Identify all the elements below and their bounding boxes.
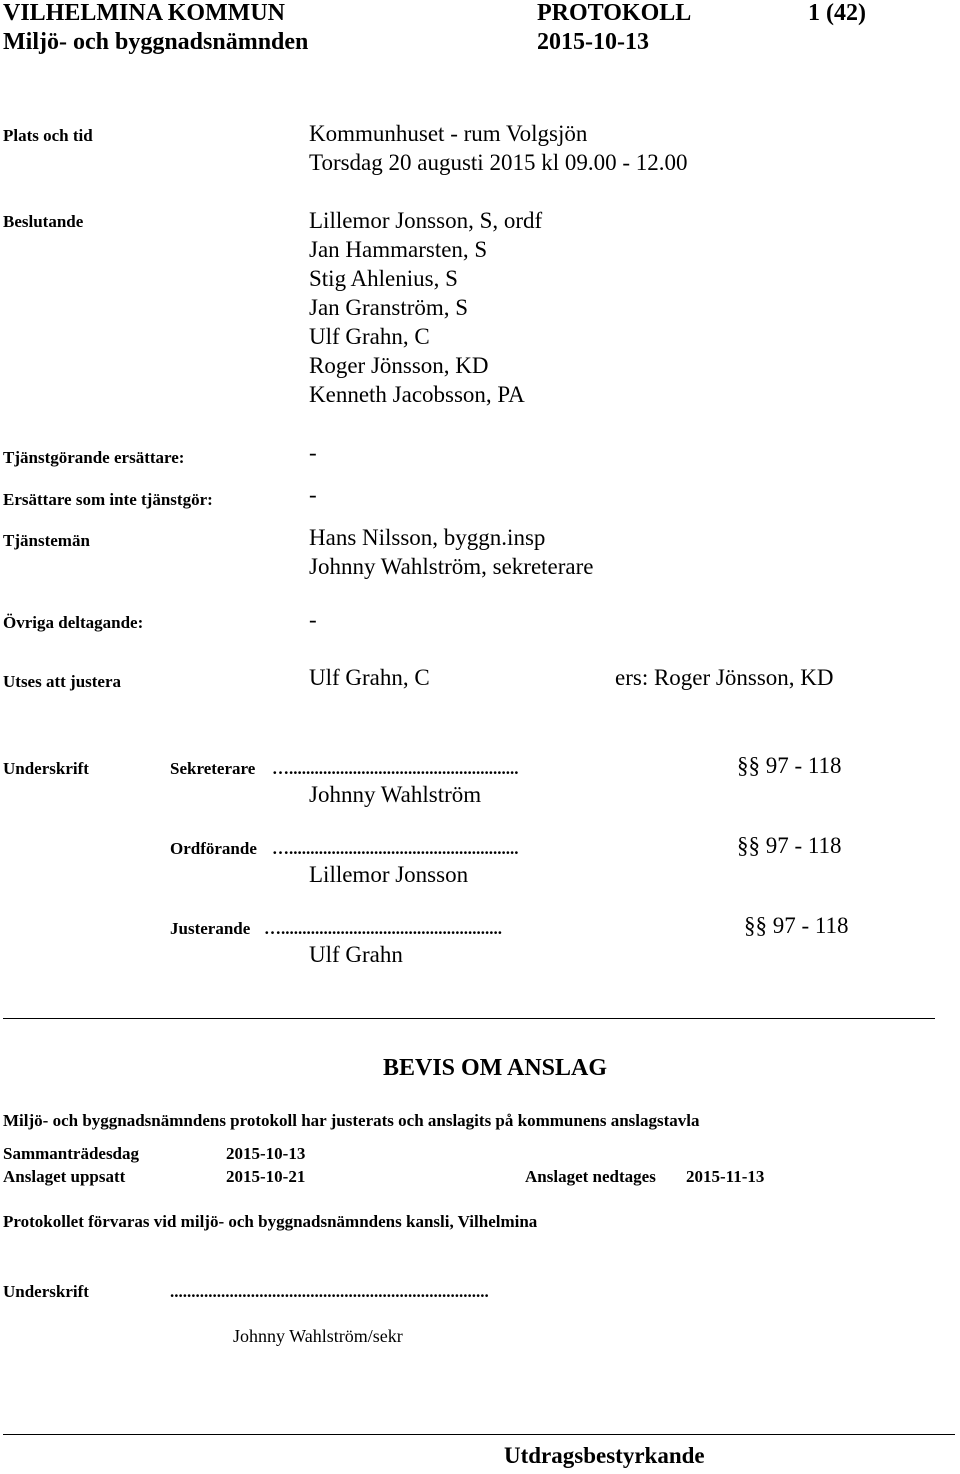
substitutes-not-serving-label: Ersättare som inte tjänstgör:	[3, 490, 213, 509]
adjuster-paragraphs: §§ 97 - 118	[744, 913, 849, 938]
notice-signature-label: Underskrift	[3, 1282, 89, 1301]
removed-value: 2015-11-13	[686, 1167, 765, 1186]
other-participants-label: Övriga deltagande:	[3, 613, 144, 632]
meeting-date-label: Sammanträdesdag	[3, 1144, 140, 1163]
posted-label: Anslaget uppsatt	[3, 1167, 126, 1186]
footer-divider	[3, 1434, 955, 1435]
certification-title: Utdragsbestyrkande	[504, 1443, 705, 1468]
secretary-name: Johnny Wahlström	[309, 782, 482, 807]
adjuster-role: Justerande	[170, 919, 251, 938]
notice-statement: Miljö- och byggnadsnämndens protokoll har justerats och anslagits på kommunens anslagstavla	[3, 1111, 700, 1130]
meeting-place: Kommunhuset - rum Volgsjön	[309, 121, 588, 146]
document-type: PROTOKOLL	[537, 0, 692, 26]
member: Kenneth Jacobsson, PA	[309, 382, 525, 407]
municipality-name: VILHELMINA KOMMUN	[3, 0, 285, 26]
official: Hans Nilsson, byggn.insp	[309, 525, 546, 550]
adjuster-label: Utses att justera	[3, 672, 122, 691]
notice-signature-line: ...........................................................................	[170, 1282, 489, 1301]
meeting-time: Torsdag 20 augusti 2015 kl 09.00 - 12.00	[309, 150, 688, 175]
meeting-date: 2015-10-13	[537, 29, 649, 55]
divider	[3, 1018, 935, 1019]
signature-line: …......................................................	[272, 759, 519, 778]
chair-role: Ordförande	[170, 839, 257, 858]
official: Johnny Wahlström, sekreterare	[309, 554, 594, 579]
storage-note: Protokollet förvaras vid miljö- och byggnadsnämndens kansli, Vilhelmina	[3, 1212, 538, 1231]
signature-line: …....................................................	[264, 919, 502, 938]
other-participants-value: -	[309, 607, 317, 632]
page-number: 1 (42)	[808, 0, 866, 26]
removed-label: Anslaget nedtages	[525, 1167, 656, 1186]
notice-title: BEVIS OM ANSLAG	[382, 1055, 608, 1081]
secretary-paragraphs: §§ 97 - 118	[737, 753, 842, 778]
chair-paragraphs: §§ 97 - 118	[737, 833, 842, 858]
adjuster-signer-name: Ulf Grahn	[309, 942, 403, 967]
member: Jan Granström, S	[309, 295, 469, 320]
meeting-date-value: 2015-10-13	[226, 1144, 306, 1163]
notice-signer: Johnny Wahlström/sekr	[233, 1326, 403, 1346]
signature-line: …......................................................	[272, 839, 519, 858]
adjuster-substitute: ers: Roger Jönsson, KD	[615, 665, 834, 690]
place-time-label: Plats och tid	[3, 126, 93, 145]
posted-value: 2015-10-21	[226, 1167, 306, 1186]
committee-name: Miljö- och byggnadsnämnden	[3, 29, 309, 55]
officials-label: Tjänstemän	[3, 531, 90, 550]
member: Roger Jönsson, KD	[309, 353, 489, 378]
member: Jan Hammarsten, S	[309, 237, 488, 262]
decision-makers-label: Beslutande	[3, 212, 84, 231]
substitutes-not-serving-value: -	[309, 482, 317, 507]
adjuster-name: Ulf Grahn, C	[309, 665, 430, 690]
member: Lillemor Jonsson, S, ordf	[309, 208, 543, 233]
chair-name: Lillemor Jonsson	[309, 862, 469, 887]
substitutes-serving-label: Tjänstgörande ersättare:	[3, 448, 185, 467]
secretary-role: Sekreterare	[170, 759, 256, 778]
signature-label: Underskrift	[3, 759, 89, 778]
substitutes-serving-value: -	[309, 440, 317, 465]
member: Ulf Grahn, C	[309, 324, 430, 349]
member: Stig Ahlenius, S	[309, 266, 458, 291]
